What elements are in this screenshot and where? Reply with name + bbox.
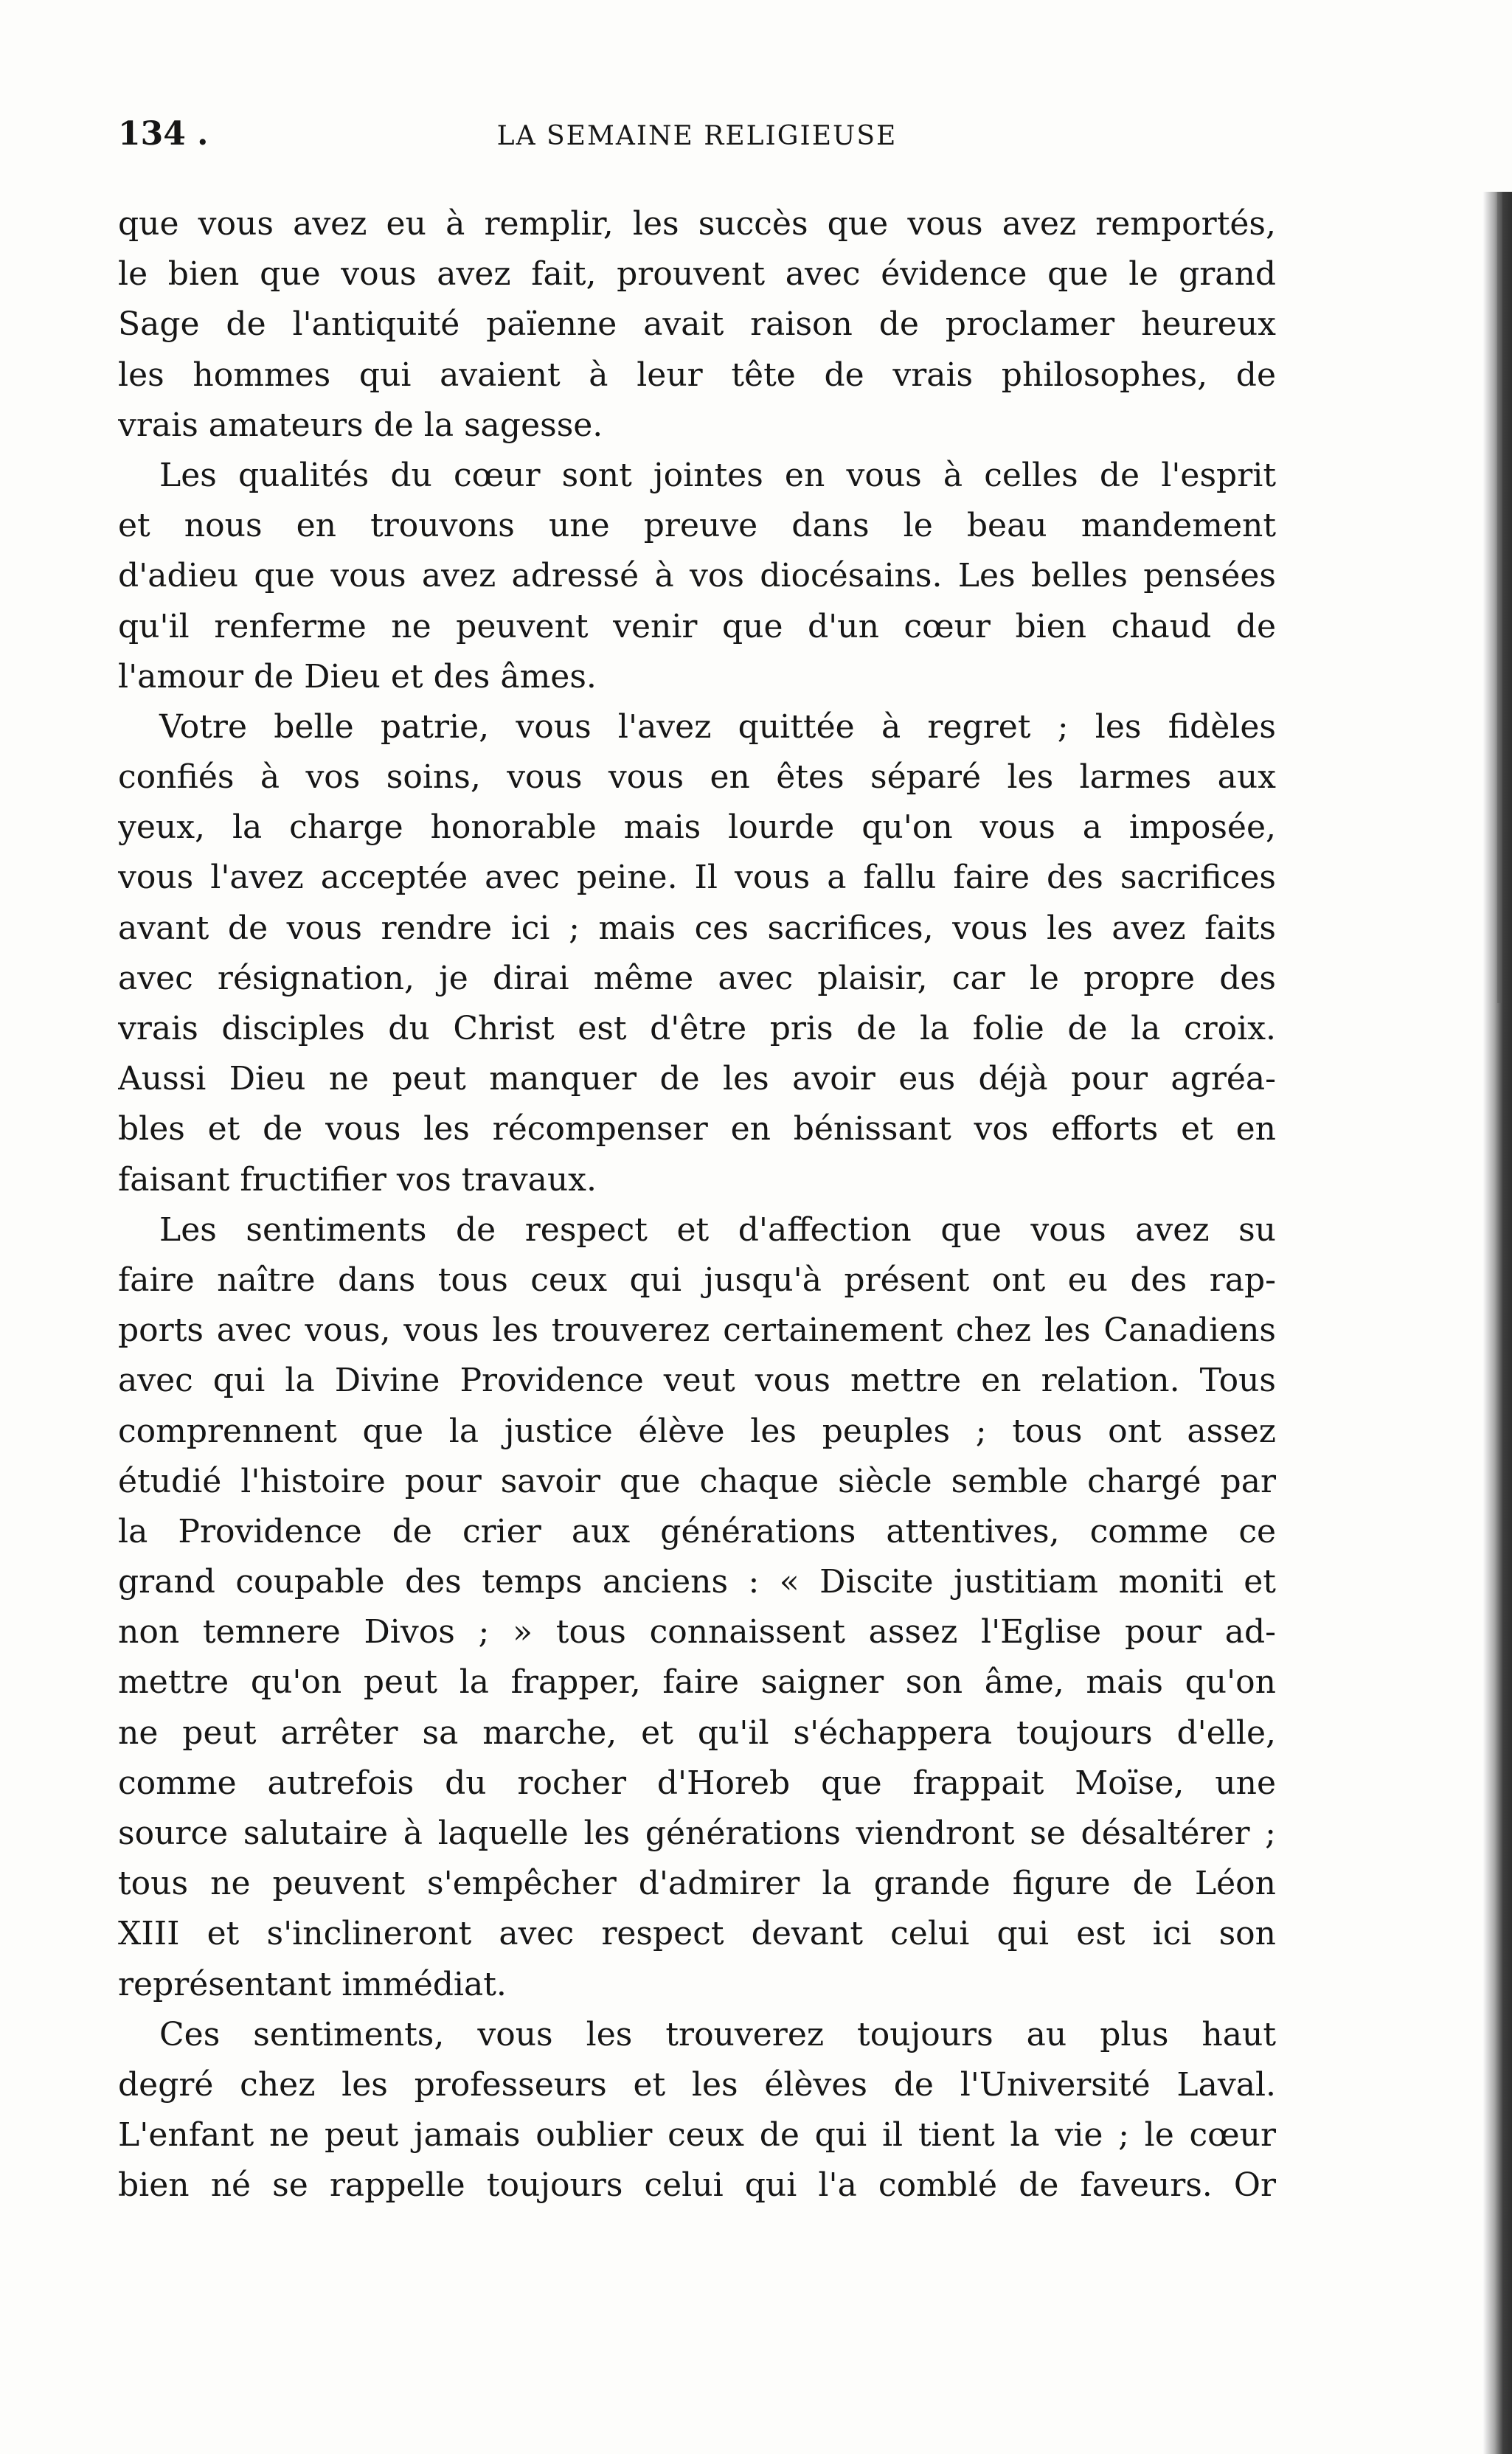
text-line: la Providence de crier aux générations attentives, comme ce: [118, 1512, 1276, 1550]
text-line: ne peut arrêter sa marche, et qu'il s'échappera toujours d'elle,: [118, 1713, 1276, 1752]
text-line: grand coupable des temps anciens : « Discite justitiam moniti et: [118, 1563, 1276, 1601]
text-line: avec résignation, je dirai même avec plaisir, car le propre des: [118, 959, 1276, 997]
text-line: étudié l'histoire pour savoir que chaque siècle semble chargé par: [118, 1462, 1276, 1500]
running-title: LA SEMAINE RELIGIEUSE: [496, 121, 898, 151]
text-line: faisant fructifier vos travaux.: [118, 1160, 597, 1199]
page-edge-crease: [1497, 192, 1502, 1003]
text-line: Votre belle patrie, vous l'avez quittée à regret ; les fidèles: [159, 707, 1276, 746]
text-line: comme autrefois du rocher d'Horeb que frappait Moïse, une: [118, 1764, 1276, 1802]
text-line: non temnere Divos ; » tous connaissent assez l'Eglise pour ad-: [118, 1613, 1276, 1651]
text-line: comprennent que la justice élève les peuples ; tous ont assez: [118, 1412, 1276, 1450]
text-line: confiés à vos soins, vous vous en êtes séparé les larmes aux: [118, 758, 1276, 797]
text-line: vous l'avez acceptée avec peine. Il vous a fallu faire des sacrifices: [118, 859, 1276, 897]
page-number: 134 .: [118, 115, 209, 153]
text-line: L'enfant ne peut jamais oublier ceux de qui il tient la vie ; le cœur: [118, 2116, 1276, 2155]
text-line: degré chez les professeurs et les élèves de l'Université Laval.: [118, 2065, 1276, 2104]
text-line: que vous avez eu à remplir, les succès que vous avez remportés,: [118, 205, 1276, 243]
text-line: d'adieu que vous avez adressé à vos diocésains. Les belles pensées: [118, 557, 1276, 595]
text-line: vrais disciples du Christ est d'être pris de la folie de la croix.: [118, 1010, 1276, 1047]
text-line: qu'il renferme ne peuvent venir que d'un cœur bien chaud de: [118, 607, 1276, 645]
text-line: Ces sentiments, vous les trouverez toujours au plus haut: [159, 2015, 1276, 2053]
text-line: bles et de vous les récompenser en bénissant vos efforts et en: [118, 1110, 1276, 1148]
text-line: Aussi Dieu ne peut manquer de les avoir eus déjà pour agréa-: [118, 1060, 1276, 1098]
running-head: [118, 111, 1276, 155]
body-text: [118, 199, 1276, 2211]
text-line: bien né se rappelle toujours celui qui l'a comblé de faveurs. Or: [118, 2166, 1276, 2205]
text-line: et nous en trouvons une preuve dans le beau mandement: [118, 507, 1276, 545]
text-line: le bien que vous avez fait, prouvent avec évidence que le grand: [118, 255, 1276, 294]
text-line: tous ne peuvent s'empêcher d'admirer la grande figure de Léon: [118, 1865, 1276, 1903]
text-line: avec qui la Divine Providence veut vous mettre en relation. Tous: [118, 1362, 1276, 1400]
text-line: l'amour de Dieu et des âmes.: [118, 657, 597, 696]
text-line: source salutaire à laquelle les générations viendront se désaltérer ;: [118, 1814, 1276, 1852]
text-line: les hommes qui avaient à leur tête de vrais philosophes, de: [118, 356, 1276, 394]
text-line: faire naître dans tous ceux qui jusqu'à présent ont eu des rap-: [118, 1261, 1276, 1299]
text-line: représentant immédiat.: [118, 1965, 507, 2003]
text-line: Les sentiments de respect et d'affection que vous avez su: [159, 1210, 1276, 1249]
text-line: avant de vous rendre ici ; mais ces sacrifices, vous les avez faits: [118, 909, 1276, 947]
text-line: vrais amateurs de la sagesse.: [118, 406, 603, 444]
text-line: Sage de l'antiquité païenne avait raison de proclamer heureux: [118, 305, 1276, 344]
text-line: mettre qu'on peut la frapper, faire saigner son âme, mais qu'on: [118, 1663, 1276, 1702]
text-line: yeux, la charge honorable mais lourde qu'on vous a imposée,: [118, 808, 1276, 847]
text-line: ports avec vous, vous les trouverez certainement chez les Canadiens: [118, 1311, 1276, 1350]
text-line: XIII et s'inclineront avec respect devant celui qui est ici son: [118, 1915, 1276, 1953]
text-line: Les qualités du cœur sont jointes en vous à celles de l'esprit: [159, 456, 1276, 494]
